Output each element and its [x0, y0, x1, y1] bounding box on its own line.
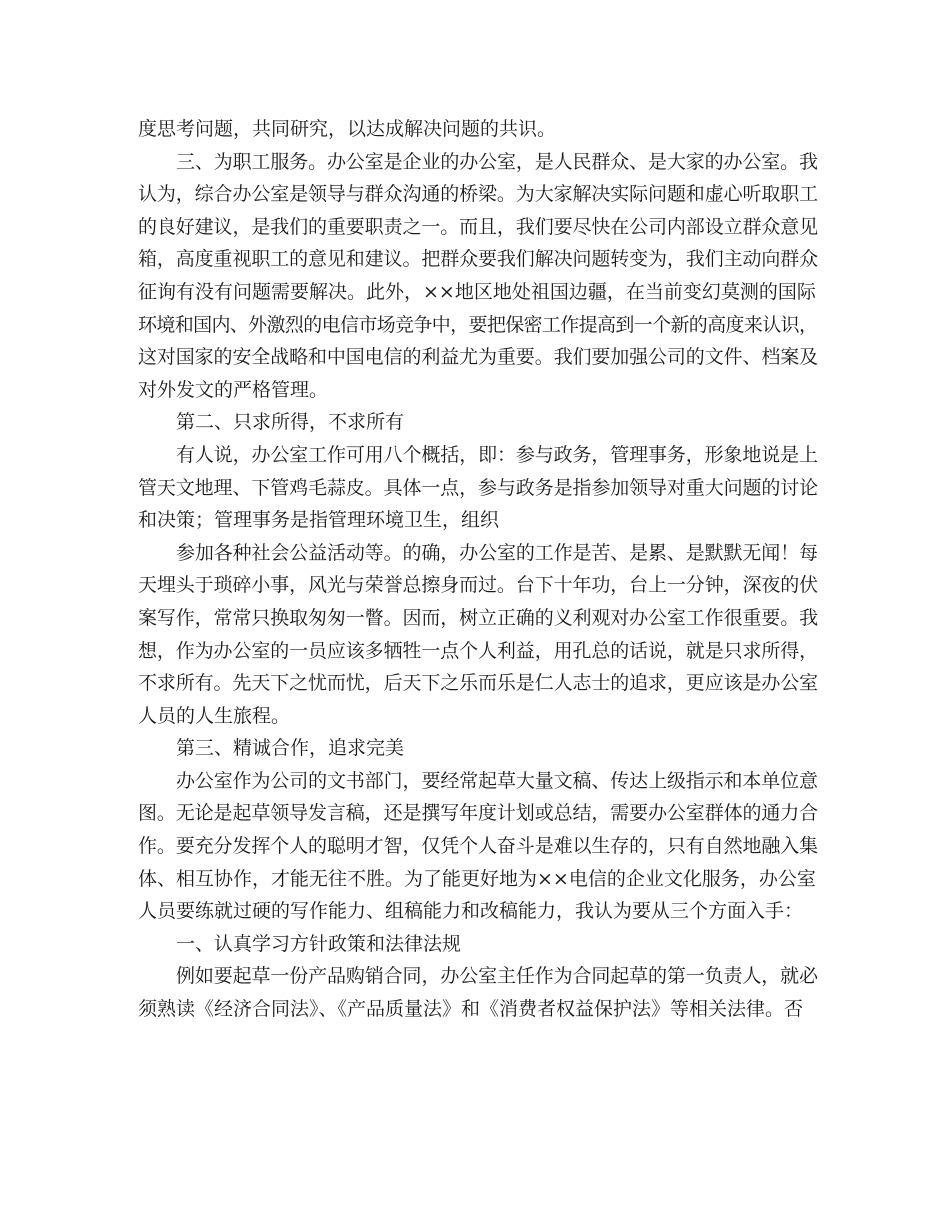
- text-line: 不求所有。先天下之忧而忧，后天下之乐而乐是仁人志士的追求，更应该是办公室: [138, 672, 818, 695]
- text-line: 须熟读《经济合同法》、《产品质量法》和《消费者权益保护法》等相关法律。否: [138, 998, 804, 1021]
- text-line: 这对国家的安全战略和中国电信的利益尤为重要。我们要加强公司的文件、档案及: [138, 346, 818, 369]
- document-body: [138, 113, 818, 1026]
- text-line: 第二、只求所得，不求所有: [176, 411, 405, 434]
- text-line: 体、相互协作，才能无往不胜。为了能更好地为××电信的企业文化服务，办公室: [138, 867, 816, 890]
- text-line: 管天文地理、下管鸡毛蒜皮。具体一点，参与政务是指参加领导对重大问题的讨论: [138, 476, 818, 499]
- text-line: 的良好建议，是我们的重要职责之一。而且，我们要尽快在公司内部设立群众意见: [138, 215, 818, 238]
- text-line: 案写作，常常只换取匆匆一瞥。因而，树立正确的义利观对办公室工作很重要。我: [138, 606, 818, 629]
- text-line: 认为，综合办公室是领导与群众沟通的桥梁。为大家解决实际问题和虚心听取职工: [138, 183, 818, 206]
- text-line: 箱，高度重视职工的意见和建议。把群众要我们解决问题转变为，我们主动向群众: [138, 248, 818, 271]
- text-line: 一、认真学习方针政策和法律法规: [176, 932, 462, 955]
- text-line: 第三、精诚合作，追求完美: [176, 737, 405, 760]
- text-line: 环境和国内、外激烈的电信市场竞争中，要把保密工作提高到一个新的高度来认识，: [138, 313, 818, 336]
- text-line: 例如要起草一份产品购销合同，办公室主任作为合同起草的第一负责人，就必: [176, 965, 818, 988]
- text-line: 人员要练就过硬的写作能力、组稿能力和改稿能力，我认为要从三个方面入手：: [138, 900, 804, 923]
- text-line: 人员的人生旅程。: [138, 704, 291, 727]
- text-line: 天埋头于琐碎小事，风光与荣誉总擦身而过。台下十年功，台上一分钟，深夜的伏: [138, 574, 818, 597]
- text-line: 和决策；管理事务是指管理环境卫生，组织: [138, 509, 500, 532]
- text-line: 对外发文的严格管理。: [138, 378, 329, 401]
- text-line: 作。要充分发挥个人的聪明才智，仅凭个人奋斗是难以生存的，只有自然地融入集: [138, 835, 818, 858]
- text-line: 有人说，办公室工作可用八个概括，即：参与政务，管理事务，形象地说是上: [176, 443, 818, 466]
- text-line: 征询有没有问题需要解决。此外，××地区地处祖国边疆，在当前变幻莫测的国际: [138, 280, 816, 303]
- text-line: 度思考问题，共同研究，以达成解决问题的共识。: [138, 118, 557, 140]
- text-line: 参加各种社会公益活动等。的确，办公室的工作是苦、是累、是默默无闻！每: [176, 541, 818, 564]
- text-line: 三、为职工服务。办公室是企业的办公室，是人民群众、是大家的办公室。我: [176, 150, 818, 173]
- text-line: 想，作为办公室的一员应该多牺牲一点个人利益，用孔总的话说，就是只求所得，: [138, 639, 818, 662]
- text-line: 办公室作为公司的文书部门，要经常起草大量文稿、传达上级指示和本单位意: [176, 769, 818, 792]
- text-line: 图。无论是起草领导发言稿，还是撰写年度计划或总结，需要办公室群体的通力合: [138, 802, 818, 825]
